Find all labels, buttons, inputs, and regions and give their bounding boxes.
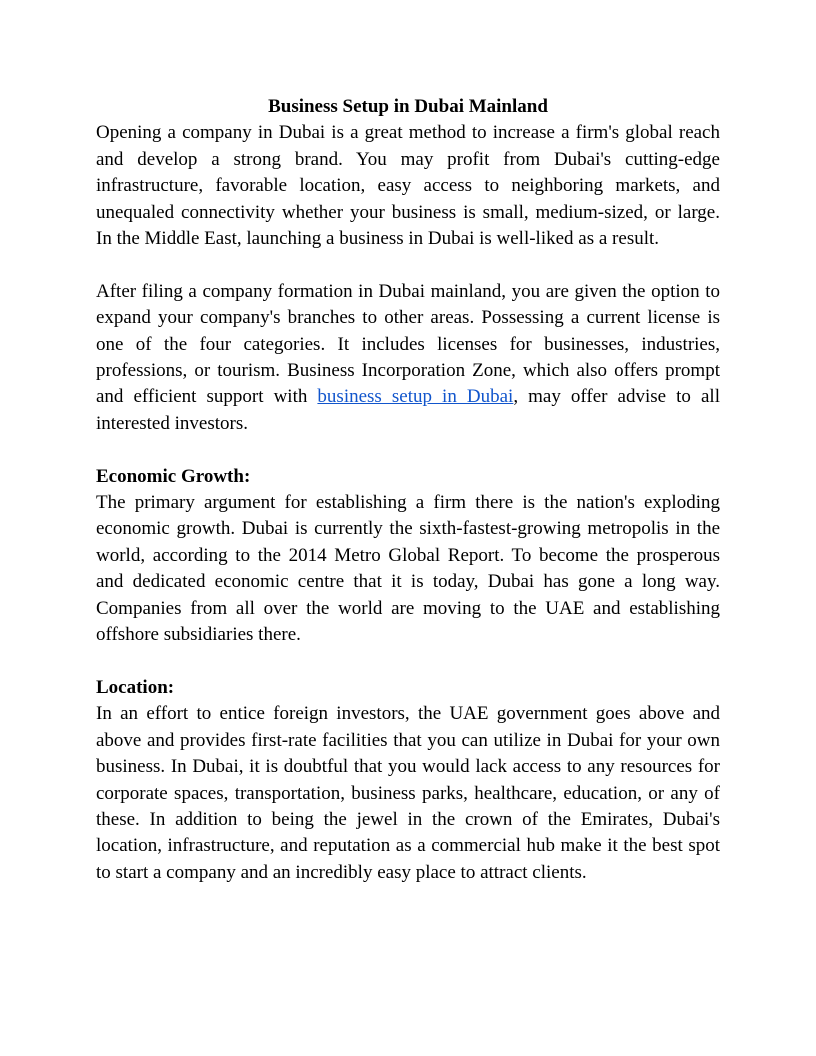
section-body-location: In an effort to entice foreign investors, the UAE government goes above and above and provides first-rate facilities that you can utilize in Dubai for your own business. In Dubai, it is doubtful that you would lack access to any resources for corporate spaces, transportation, business parks, healthcare, education, or any of these. In addition to being the jewel in the crown of the Emirates, Dubai's location, infrastructure, and reputation as a commercial hub make it the best spot to start a company and an incredibly easy place to attract clients.	[96, 703, 720, 883]
document-page	[96, 94, 720, 886]
section-heading-location: Location:	[96, 676, 175, 698]
business-setup-link[interactable]: business setup in Dubai	[317, 386, 514, 408]
paragraph-spacer	[96, 252, 720, 278]
license-paragraph-text-after: , may offer advise to all interested investors.	[96, 386, 720, 434]
section-body-economic-growth: The primary argument for establishing a firm there is the nation's exploding economic growth. Dubai is currently the sixth-fastest-growing metropolis in the world, according to the 2014 Metro Global Report. To become the prosperous and dedicated economic centre that it is today, Dubai has gone a long way. Companies from all over the world are moving to the UAE and establishing offshore subsidiaries there.	[96, 492, 720, 646]
paragraph-spacer	[96, 649, 720, 675]
document-title: Business Setup in Dubai Mainland	[268, 96, 548, 117]
intro-paragraph: Opening a company in Dubai is a great method to increase a firm's global reach and develop a strong brand. You may profit from Dubai's cutting-edge infrastructure, favorable location, easy access to neighboring markets, and unequaled connectivity whether your business is small, medium-sized, or large. In the Middle East, launching a business in Dubai is well-liked as a result.	[96, 122, 720, 250]
paragraph-spacer	[96, 437, 720, 463]
license-paragraph	[96, 279, 720, 437]
license-paragraph-text-before: After filing a company formation in Dubai mainland, you are given the option to expand your company's branches to other areas. Possessing a current license is one of the four categories. It includes licenses for businesses, industries, professions, or tourism. Business Incorporation Zone, which also offers prompt and efficient support with	[96, 280, 720, 408]
section-heading-economic-growth: Economic Growth:	[96, 465, 251, 487]
